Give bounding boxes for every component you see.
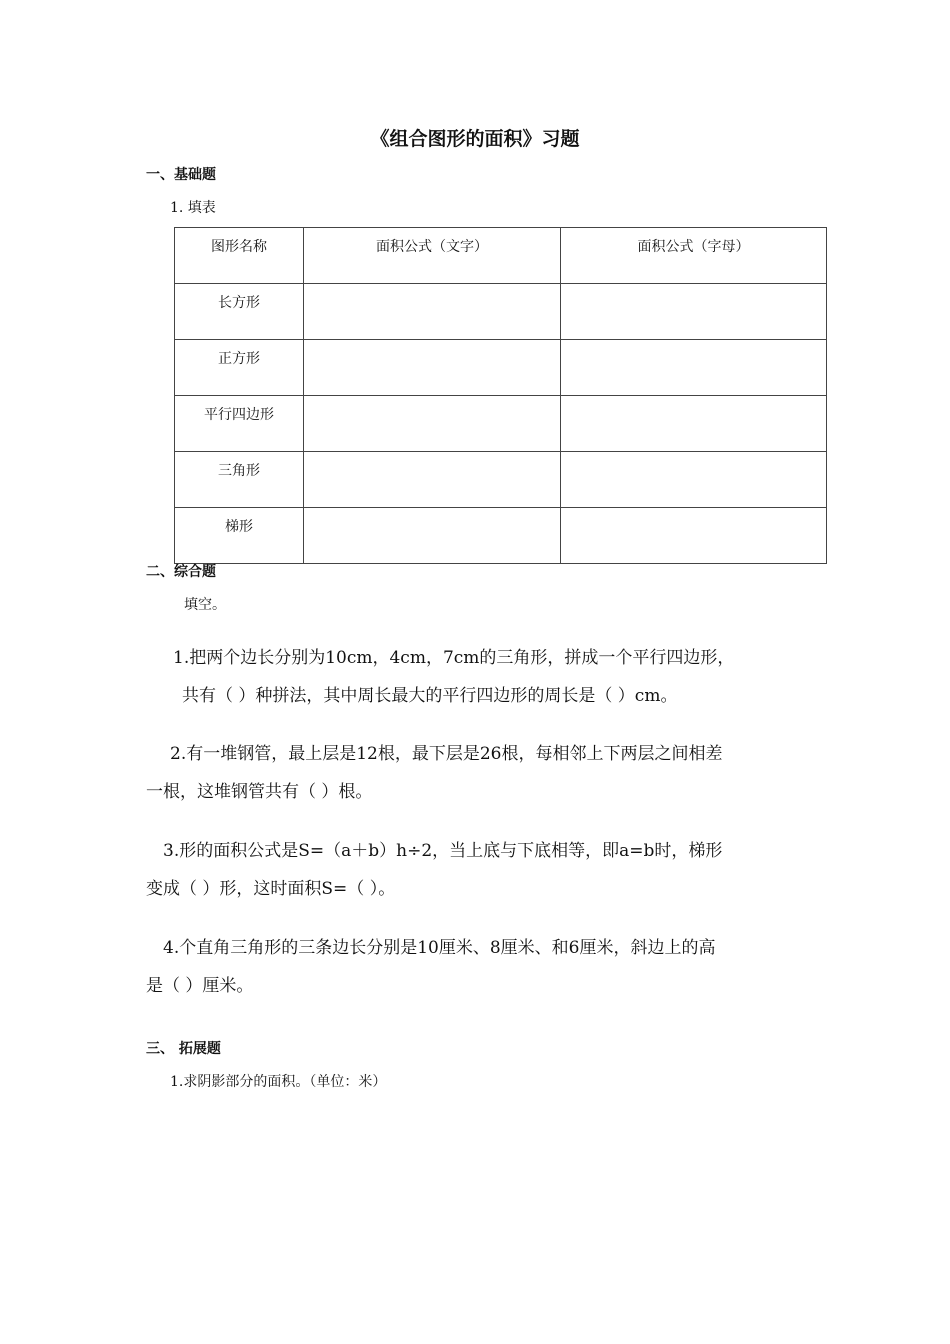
question-1-line-2: 共有（ ）种拼法，其中周长最大的平行四边形的周长是（ ）cm。 xyxy=(182,686,678,706)
table-row xyxy=(175,284,827,340)
formula-letter-cell[interactable] xyxy=(561,340,827,396)
table-row xyxy=(175,452,827,508)
table-header-cell: 面积公式（文字） xyxy=(304,228,561,284)
question-3-line-2: 变成（ ）形，这时面积S=（ ）。 xyxy=(146,879,396,899)
formula-text-cell[interactable] xyxy=(304,284,561,340)
question-1-line-1: 1.把两个边长分别为10cm，4cm，7cm的三角形，拼成一个平行四边形， xyxy=(173,648,735,668)
shape-name-cell: 长方形 xyxy=(175,284,304,340)
question-2-line-2: 一根，这堆钢管共有（ ）根。 xyxy=(146,782,373,802)
question-4-line-1: 4.个直角三角形的三条边长分别是10厘米、8厘米、和6厘米，斜边上的高 xyxy=(163,938,716,958)
formula-letter-cell[interactable] xyxy=(561,508,827,564)
formula-table xyxy=(174,227,827,564)
formula-letter-cell[interactable] xyxy=(561,284,827,340)
shape-name-cell: 平行四边形 xyxy=(175,396,304,452)
table-header-cell: 面积公式（字母） xyxy=(561,228,827,284)
table-row xyxy=(175,396,827,452)
question-3-line-1: 3.形的面积公式是S=（a＋b）h÷2，当上底与下底相等，即a=b时，梯形 xyxy=(163,841,723,861)
formula-text-cell[interactable] xyxy=(304,508,561,564)
question-3 xyxy=(146,832,722,908)
formula-letter-cell[interactable] xyxy=(561,452,827,508)
table-header-cell: 图形名称 xyxy=(175,228,304,284)
page-title: 《组合图形的面积》习题 xyxy=(370,128,580,150)
question-4 xyxy=(146,929,715,1005)
section-heading-extension: 三、 拓展题 xyxy=(146,1041,221,1057)
table-header-row xyxy=(175,228,827,284)
question-2-line-1: 2.有一堆钢管，最上层是12根，最下层是26根，每相邻上下两层之间相差 xyxy=(170,744,723,764)
formula-letter-cell[interactable] xyxy=(561,396,827,452)
shape-name-cell: 梯形 xyxy=(175,508,304,564)
section-heading-comprehensive: 二、综合题 xyxy=(146,564,216,580)
formula-text-cell[interactable] xyxy=(304,396,561,452)
table-row xyxy=(175,340,827,396)
formula-text-cell[interactable] xyxy=(304,452,561,508)
question-1 xyxy=(173,639,734,715)
table-row xyxy=(175,508,827,564)
formula-text-cell[interactable] xyxy=(304,340,561,396)
fill-blank-instruction: 填空。 xyxy=(184,597,226,613)
shape-name-cell: 正方形 xyxy=(175,340,304,396)
question-fill-table: 1. 填表 xyxy=(170,200,216,216)
question-shaded-area: 1.求阴影部分的面积。（单位：米） xyxy=(170,1074,387,1090)
shape-name-cell: 三角形 xyxy=(175,452,304,508)
question-4-line-2: 是（ ）厘米。 xyxy=(146,976,254,996)
section-heading-basic: 一、基础题 xyxy=(146,167,216,183)
question-2 xyxy=(146,735,722,811)
